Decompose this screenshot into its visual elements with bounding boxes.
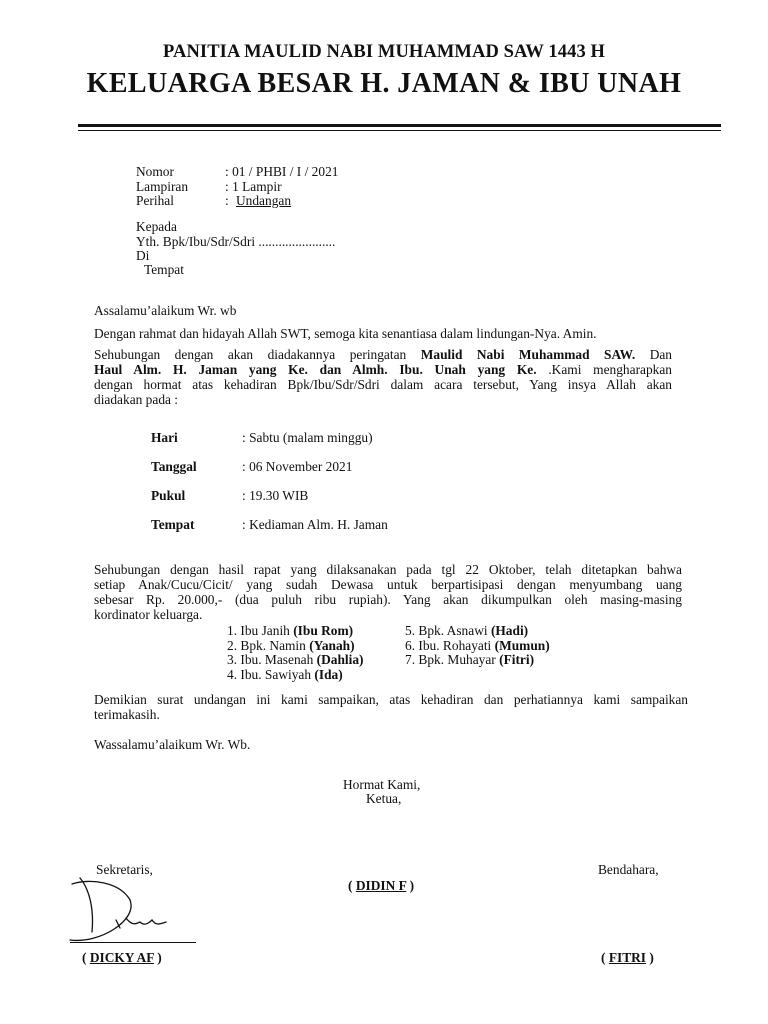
ketua-title: Ketua, [366,791,402,806]
ketua-name-text: DIDIN F [355,878,407,893]
paren: ( [601,950,609,965]
paren: ( [348,878,356,893]
address-di: Di [136,248,150,263]
event-tempat-label: Tempat [151,517,195,532]
paren: ) [153,950,162,965]
closing-line-2: terimakasih. [94,707,160,722]
coordinator-name: 7. Bpk. Muhayar [405,652,500,667]
header-divider-thin [78,130,721,131]
coordinator-family: (Yanah) [309,638,355,653]
invitation-line-2 [94,362,672,377]
coordinator-item [227,623,353,638]
address-kepada: Kepada [136,219,177,234]
coordinator-name: 4. Ibu. Sawiyah [227,667,315,682]
bendahara-title: Bendahara, [598,862,659,877]
coordinator-family: (Ida) [314,667,343,682]
coordinator-name: 3. Ibu. Masenah [227,652,317,667]
perihal-colon: : [225,193,229,208]
contribution-line-3: sebesar Rp. 20.000,- (dua puluh ribu rupiah). Yang akan dikumpulkan oleh masing-masing [94,592,682,607]
event-pukul-label: Pukul [151,488,186,503]
coordinator-item [405,652,534,667]
coordinator-item [227,638,355,653]
coordinator-item [227,667,343,682]
nomor-label: Nomor [136,164,174,179]
paren: ( [82,950,90,965]
invitation-text: .Kami mengharapkan [548,362,672,377]
coordinator-name: 2. Bpk. Namin [227,638,310,653]
paren: ) [406,878,415,893]
hormat-kami: Hormat Kami, [343,777,421,792]
coordinator-family: (Fitri) [499,652,535,667]
coordinator-item [405,638,550,653]
coordinator-item [405,623,528,638]
coordinator-family: (Hadi) [490,623,529,638]
address-tempat: Tempat [144,262,184,277]
closing-line-1: Demikian surat undangan ini kami sampaikan, atas kehadiran dan perhatiannya kami sampaikan [94,692,688,707]
event-tanggal-value: : 06 November 2021 [242,459,353,474]
event-pukul-value: : 19.30 WIB [242,488,309,503]
coordinator-family: (Dahlia) [316,652,364,667]
address-recipient: Yth. Bpk/Ibu/Sdr/Sdri ....................... [136,234,336,249]
invitation-line-1 [94,347,672,362]
committee-title: PANITIA MAULID NABI MUHAMMAD SAW 1443 H [162,42,606,62]
sekretaris-name [82,950,162,965]
greeting: Assalamu’alaikum Wr. wb [94,303,237,318]
event-tanggal-label: Tanggal [151,459,197,474]
invitation-line-3: dengan hormat atas kehadiran Bpk/Ibu/Sdr/Sdri dalam acara tersebut, Yang insya Allah akan [94,377,672,392]
coordinator-family: (Ibu Rom) [293,623,354,638]
invitation-paragraph [94,347,672,407]
coordinator-item [227,652,364,667]
sekretaris-title: Sekretaris, [96,862,153,877]
signature-scribble [60,870,200,950]
signature-line [70,942,196,943]
invitation-text: Dan [649,347,672,362]
bendahara-name [601,950,654,965]
haul-name: Haul Alm. H. Jaman yang Ke. dan Almh. Ibu. Unah yang Ke. [94,362,537,377]
header-divider-thick [78,124,721,127]
contribution-paragraph [94,562,682,622]
invitation-line-4: diadakan pada : [94,392,179,407]
perihal-value: Undangan [236,193,292,208]
invitation-text: Sehubungan dengan akan diadakannya peringatan [94,347,407,362]
event-hari-label: Hari [151,430,178,445]
closing-salam: Wassalamu’alaikum Wr. Wb. [94,737,251,752]
contribution-line-2: setiap Anak/Cucu/Cicit/ yang sudah Dewasa untuk berpartisipasi dengan menyumbang uang [94,577,682,592]
coordinator-family: (Mumun) [494,638,550,653]
event-tempat-value: : Kediaman Alm. H. Jaman [242,517,388,532]
event-hari-value: : Sabtu (malam minggu) [242,430,373,445]
coordinator-name: 1. Ibu Janih [227,623,294,638]
sekretaris-name-text: DICKY AF [89,950,154,965]
closing-paragraph [94,692,688,722]
event-name: Maulid Nabi Muhammad SAW. [420,347,636,362]
opening-paragraph: Dengan rahmat dan hidayah Allah SWT, semoga kita senantiasa dalam lindungan-Nya. Amin. [94,326,597,341]
family-title: KELUARGA BESAR H. JAMAN & IBU UNAH [86,68,682,99]
bendahara-name-text: FITRI [608,950,647,965]
nomor-value: : 01 / PHBI / I / 2021 [225,164,339,179]
lampiran-value: : 1 Lampir [225,179,282,194]
perihal-label: Perihal [136,193,174,208]
coordinator-name: 6. Ibu. Rohayati [405,638,495,653]
coordinator-name: 5. Bpk. Asnawi [405,623,491,638]
ketua-name [348,878,414,893]
paren: ) [646,950,654,965]
lampiran-label: Lampiran [136,179,189,194]
contribution-line-1: Sehubungan dengan hasil rapat yang dilaksanakan pada tgl 22 Oktober, telah ditetapkan bahwa [94,562,682,577]
contribution-line-4: kordinator keluarga. [94,607,203,622]
